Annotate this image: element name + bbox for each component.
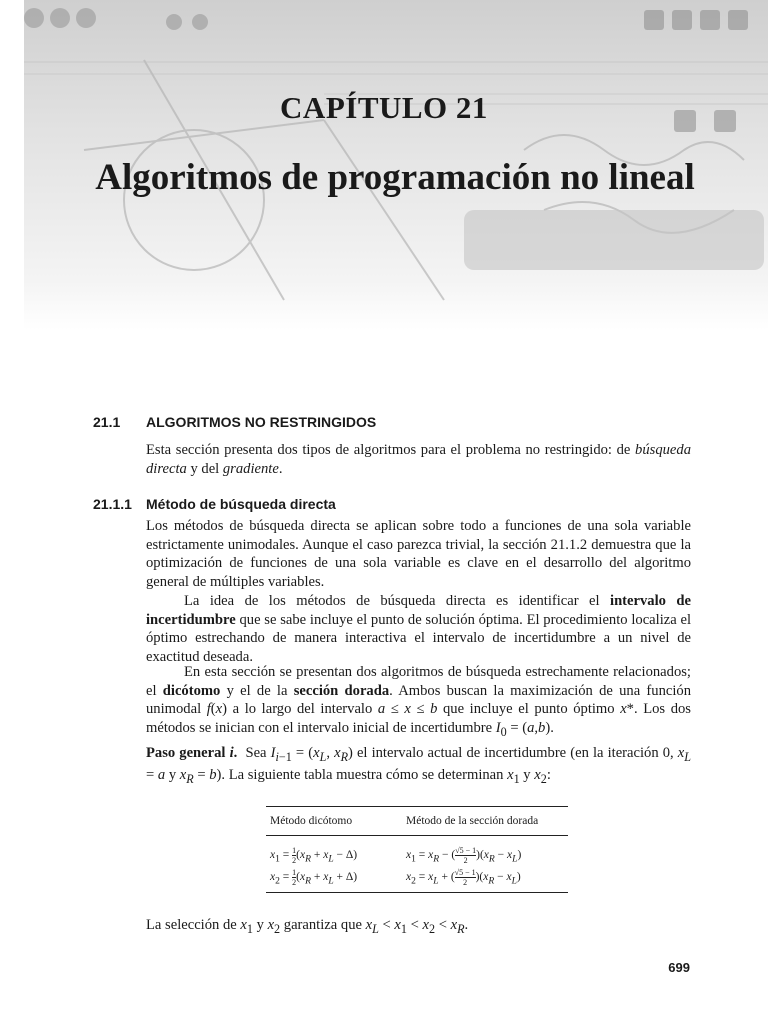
subsection-number: 21.1.1 — [93, 496, 132, 512]
paragraph-direct-search: Los métodos de búsqueda directa se aplican sobre todo a funciones de una sola variable estrictamente unimodales. Aunque el caso parezca trivial, la sección 21.1.2 demuestra que la optimización de funciones de una sola variable es clave en el desarrollo del algoritmo general de múltiples variables. — [146, 518, 691, 590]
paragraph-general-step: Paso general i. Sea $I_{i-1} = (x_L$, $x_R$) el intervalo actual de incertidumbre (en la iteración 0, $x_L = a$ y $x_R = b$). La siguiente tabla muestra cómo se determinan $x_1$ y $x_2$: — [146, 745, 691, 787]
section-intro-paragraph: Esta sección presenta dos tipos de algoritmos para el problema no restringido: de búsqueda directa y del gradiente. — [146, 442, 691, 477]
section-title: ALGORITMOS NO RESTRINGIDOS — [146, 414, 377, 430]
table-header-golden-section: Método de la sección dorada — [406, 815, 539, 827]
page-number: 699 — [668, 960, 690, 975]
table-row: $x_2$ = $\frac{1}{2}$ $(x_R + x_L + \Delta)$ $x_2 = x_L$ + ( $\frac{√5 - 1}{2}$ )$(x_R - x_L)$ — [270, 867, 521, 887]
paragraph-two-algorithms: En esta sección se presentan dos algoritmos de búsqueda estrechamente relacionados; el dicótomo y el de la sección dorada. Ambos buscan la maximización de una función unimodal f(x) a lo largo del intervalo a ≤ x ≤ b que incluye el punto óptimo x*. Los dos métodos se inician con el intervalo inicial de incertidumbre $I_0 = (a,b)$. — [146, 664, 691, 739]
paragraph-uncertainty-interval: La idea de los métodos de búsqueda directa es identificar el intervalo de incertidumbre que se sabe incluye el punto de solución óptima. El procedimiento localiza el óptimo estrechando de manera interactiva el intervalo de incertidumbre a un nivel de exactitud deseada. — [146, 593, 691, 665]
chapter-title: Algoritmos de programación no lineal — [95, 157, 695, 198]
table-row: $x_1$ = $\frac{1}{2}$ $(x_R + x_L - \Delta)$ $x_1 = x_R$ − ( $\frac{√5 - 1}{2}$ )$(x_R - x_L)$ — [270, 845, 522, 865]
chapter-number: CAPÍTULO 21 — [280, 90, 488, 125]
paragraph-selection: La selección de $x_1$ y $x_2$ garantiza que $x_L < x_1 < x_2 < x_R$. — [146, 917, 469, 936]
method-table — [266, 806, 568, 893]
subsection-title: Método de búsqueda directa — [146, 496, 336, 512]
section-number: 21.1 — [93, 414, 121, 430]
table-header-dichotomous: Método dicótomo — [270, 815, 353, 827]
